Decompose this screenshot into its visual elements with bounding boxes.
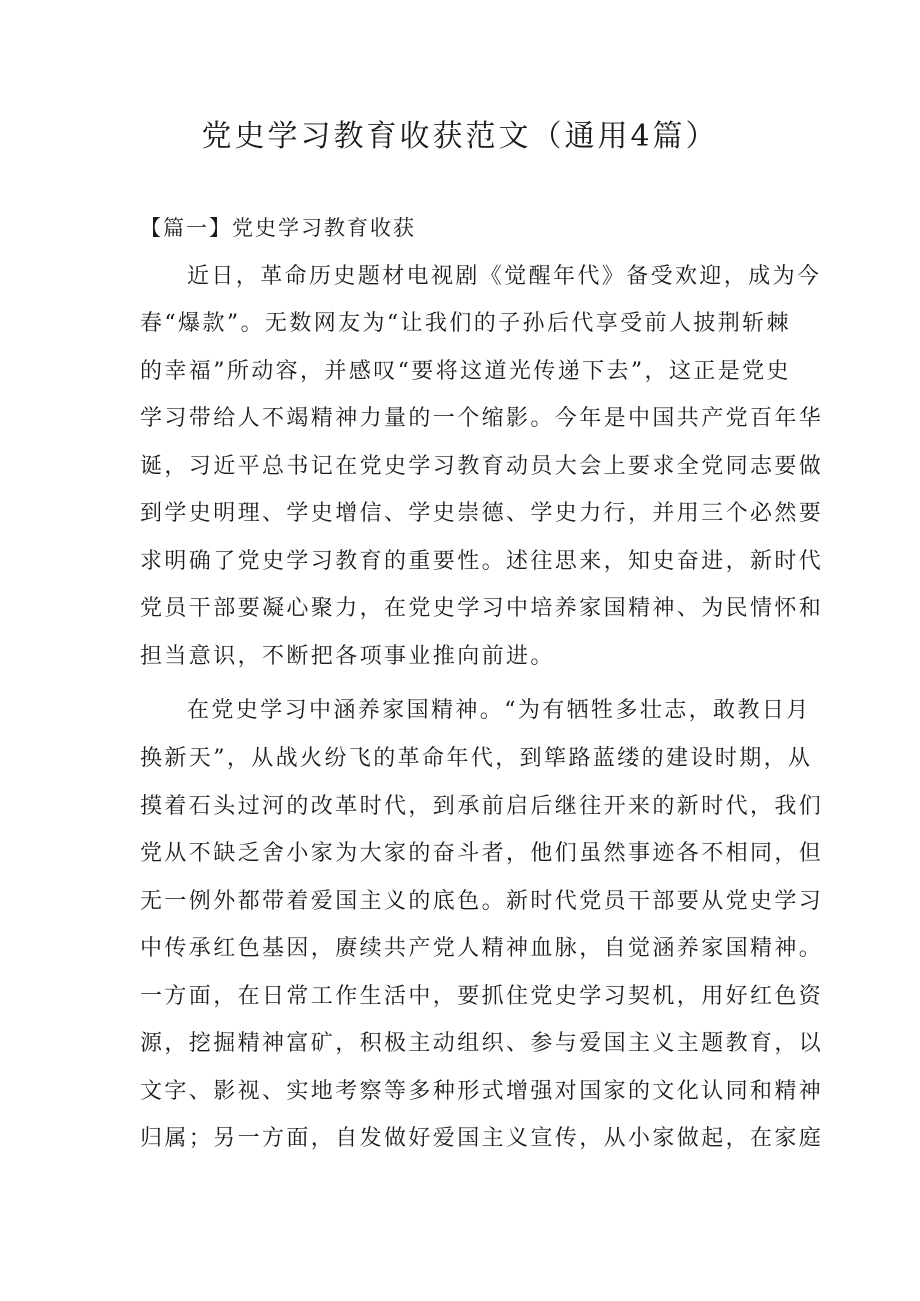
document-title: 党史学习教育收获范文（通用4篇）	[201, 119, 719, 154]
paragraph-1-line: 春“爆款”。无数网友为“让我们的子孙后代享受前人披荆斩棘	[140, 311, 791, 336]
section-heading: 【篇一】党史学习教育收获	[140, 216, 416, 240]
paragraph-1-line: 求明确了党史学习教育的重要性。述往思来，知史奋进，新时代	[140, 549, 824, 574]
paragraph-2-line: 在党史学习中涵养家国精神。“为有牺牲多壮志，敢教日月	[187, 698, 811, 723]
paragraph-2-line: 文字、影视、实地考察等多种形式增强对国家的文化认同和精神	[140, 1079, 824, 1104]
paragraph-2-line: 归属；另一方面，自发做好爱国主义宣传，从小家做起，在家庭	[140, 1126, 824, 1151]
paragraph-2-line: 源，挖掘精神富矿，积极主动组织、参与爱国主义主题教育，以	[140, 1031, 824, 1056]
paragraph-2-line: 党从不缺乏舍小家为大家的奋斗者，他们虽然事迹各不相同，但	[140, 841, 824, 866]
paragraph-1-line: 到学史明理、学史增信、学史崇德、学史力行，并用三个必然要	[140, 501, 824, 526]
paragraph-1-line: 学习带给人不竭精神力量的一个缩影。今年是中国共产党百年华	[140, 406, 824, 431]
paragraph-2-line: 摸着石头过河的改革时代，到承前启后继往开来的新时代，我们	[140, 794, 824, 819]
paragraph-2-line: 无一例外都带着爱国主义的底色。新时代党员干部要从党史学习	[140, 889, 824, 914]
paragraph-1-line: 诞，习近平总书记在党史学习教育动员大会上要求全党同志要做	[140, 454, 824, 479]
paragraph-2-line: 一方面，在日常工作生活中，要抓住党史学习契机，用好红色资	[140, 984, 824, 1009]
paragraph-1-line: 近日，革命历史题材电视剧《觉醒年代》备受欢迎，成为今	[187, 264, 822, 289]
paragraph-1-line: 担当意识，不断把各项事业推向前进。	[140, 644, 555, 669]
paragraph-1-line: 党员干部要凝心聚力，在党史学习中培养家国精神、为民情怀和	[140, 596, 824, 621]
paragraph-1-line: 的幸福”所动容，并感叹“要将这道光传递下去”，这正是党史	[140, 359, 791, 384]
paragraph-2-line: 换新天”，从战火纷飞的革命年代，到筚路蓝缕的建设时期，从	[140, 746, 813, 771]
paragraph-2-line: 中传承红色基因，赓续共产党人精神血脉，自觉涵养家国精神。	[140, 936, 824, 961]
